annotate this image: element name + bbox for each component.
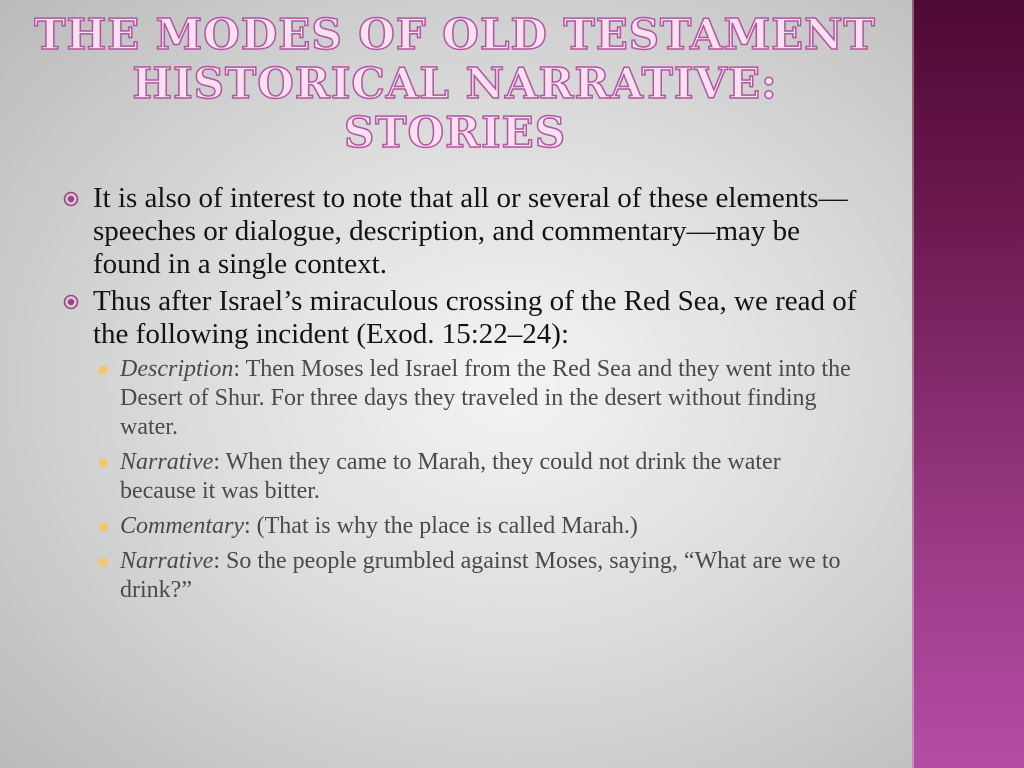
slide-body xyxy=(60,182,860,611)
sub-bullet-label: Narrative xyxy=(120,548,214,574)
sub-bullet-item xyxy=(97,512,860,541)
square-icon xyxy=(99,459,107,467)
circled-dot-icon xyxy=(63,191,79,207)
sub-bullet-label: Description xyxy=(120,356,234,382)
sub-bullet-text: : So the people grumbled against Moses, saying, “What are we to drink?” xyxy=(120,548,841,603)
sub-bullet-text: : When they came to Marah, they could not drink the water because it was bitter. xyxy=(120,449,781,504)
bullet-item xyxy=(60,285,860,351)
square-icon xyxy=(99,558,107,566)
sub-bullet-text: : Then Moses led Israel from the Red Sea and they went into the Desert of Shur. For three days they traveled in the desert without finding water. xyxy=(120,356,851,440)
sub-bullet-item xyxy=(97,547,860,605)
sub-bullet-label: Narrative xyxy=(120,449,214,475)
sub-bullet-item xyxy=(97,448,860,506)
slide-title xyxy=(30,10,880,157)
title-line-1: THE MODES OF OLD TESTAMENT xyxy=(34,10,876,59)
accent-side-bar xyxy=(912,0,1024,768)
sub-bullet-text: : (That is why the place is called Marah.) xyxy=(243,513,638,539)
sub-bullet-label: Commentary xyxy=(120,513,244,539)
square-icon xyxy=(99,366,107,374)
bullet-text: It is also of interest to note that all or several of these elements—speeches or dialogue, description, and commentary—may be found in a single context. xyxy=(93,182,848,280)
circled-dot-icon xyxy=(63,294,79,310)
sub-bullet-item xyxy=(97,355,860,442)
bullet-text: Thus after Israel’s miraculous crossing of the Red Sea, we read of the following incident (Exod. 15:22–24): xyxy=(93,285,857,350)
sub-bullet-list xyxy=(60,355,860,605)
square-icon xyxy=(99,523,107,531)
bullet-item xyxy=(60,182,860,281)
title-line-3: STORIES xyxy=(343,108,567,157)
title-line-2: HISTORICAL NARRATIVE: xyxy=(132,59,778,108)
